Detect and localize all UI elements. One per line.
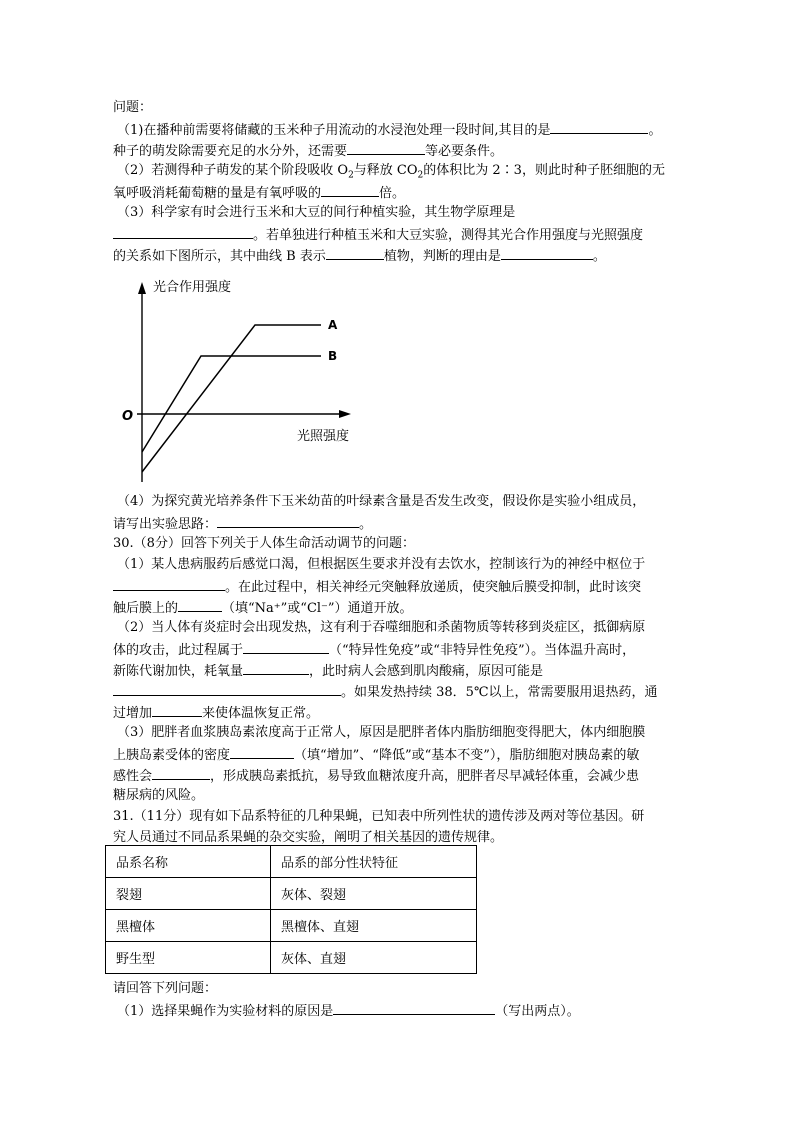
answer-blank[interactable] bbox=[113, 225, 253, 239]
light-photosynthesis-graph bbox=[115, 270, 375, 490]
answer-blank[interactable] bbox=[326, 246, 384, 260]
q30-p2-line3: 新陈代谢加快，耗氧量 ，此时病人会感到肌肉酸痛，原因可能是 bbox=[113, 661, 543, 680]
q30-p1-line3: 触后膜上的 （填“Na⁺”或“Cl⁻”）通道开放。 bbox=[113, 598, 413, 617]
table-cell: 灰体、直翅 bbox=[271, 942, 477, 974]
table-header-cell: 品系名称 bbox=[106, 846, 271, 878]
answer-blank[interactable] bbox=[333, 1001, 495, 1015]
table-cell: 黑檀体 bbox=[106, 910, 271, 942]
q30-p2-line5: 过增加 来使体温恢复正常。 bbox=[113, 703, 319, 722]
origin-label: O bbox=[122, 409, 134, 424]
q4-line2: 请写出实验思路： 。 bbox=[113, 514, 372, 533]
answer-blank[interactable] bbox=[178, 598, 222, 612]
table-header-row bbox=[106, 846, 477, 878]
q30-title: 30.（8分）回答下列关于人体生命活动调节的问题： bbox=[113, 536, 415, 551]
answer-blank[interactable] bbox=[321, 183, 379, 197]
q30-p1-line2: 。在此过程中，相关神经元突触释放递质，使突触后膜受抑制，此时该突 bbox=[113, 577, 641, 596]
q30-p3-line1: （3）肥胖者血浆胰岛素浓度高于正常人，原因是肥胖者体内脂肪细胞变得肥大，体内细胞膜 bbox=[117, 725, 646, 740]
x-axis-label: 光照强度 bbox=[297, 429, 350, 444]
q3-line2: 。若单独进行种植玉米和大豆实验，测得其光合作用强度与光照强度 bbox=[113, 225, 643, 244]
q30-p1-line1: （1）某人患病服药后感觉口渴，但根据医生要求并没有去饮水，控制该行为的神经中枢位于 bbox=[117, 557, 646, 572]
table-cell: 野生型 bbox=[106, 942, 271, 974]
table-row bbox=[106, 910, 477, 942]
q30-p3-line4: 糖尿病的风险。 bbox=[113, 788, 205, 803]
q31-instruction: 请回答下列问题： bbox=[113, 981, 218, 996]
answer-blank[interactable] bbox=[550, 120, 648, 134]
q30-p3-line2: 上胰岛素受体的密度 （填“增加”、“降低”或“基本不变”），脂肪细胞对胰岛素的敏 bbox=[113, 745, 639, 764]
q30-p2-line1: （2）当人体有炎症时会出现发热，这有利于吞噬细胞和杀菌物质等转移到炎症区，抵御病原 bbox=[117, 620, 646, 635]
fruitfly-strain-table bbox=[105, 845, 477, 974]
q1-line1: （1)在播种前需要将储藏的玉米种子用流动的水浸泡处理一段时间,其目的是 。 bbox=[117, 120, 662, 139]
curve-a-label: A bbox=[328, 318, 338, 332]
q31-line2: 究人员通过不同品系果蝇的杂交实验，阐明了相关基因的遗传规律。 bbox=[113, 830, 504, 845]
section-heading: 问题： bbox=[113, 100, 153, 115]
answer-blank[interactable] bbox=[347, 141, 425, 155]
table-cell: 灰体、裂翅 bbox=[271, 878, 477, 910]
x-axis-arrow bbox=[339, 410, 351, 418]
q31-line1: 31.（11分）现有如下品系特征的几种果蝇，已知表中所列性状的遗传涉及两对等位基因。研 bbox=[113, 809, 645, 824]
answer-blank[interactable] bbox=[501, 246, 593, 260]
answer-blank[interactable] bbox=[243, 661, 309, 675]
table-header-cell: 品系的部分性状特征 bbox=[271, 846, 477, 878]
table-cell: 黑檀体、直翅 bbox=[271, 910, 477, 942]
q30-p2-line4: 。如果发热持续 38．5℃以上，常需要服用退热药，通 bbox=[113, 682, 658, 701]
curve-a bbox=[142, 325, 321, 472]
q1-line2: 种子的萌发除需要充足的水分外，还需要 等必要条件。 bbox=[113, 141, 503, 160]
answer-blank[interactable] bbox=[113, 577, 225, 591]
table-cell: 裂翅 bbox=[106, 878, 271, 910]
q30-p3-line3: 感性会 ，形成胰岛素抵抗，易导致血糖浓度升高，肥胖者尽早减轻体重，会减少患 bbox=[113, 766, 639, 785]
q3-line1: （3）科学家有时会进行玉米和大豆的间行种植实验，其生物学原理是 bbox=[117, 205, 516, 220]
q31-p1: （1）选择果蝇作为实验材料的原因是 （写出两点）。 bbox=[117, 1001, 580, 1020]
table-row bbox=[106, 878, 477, 910]
answer-blank[interactable] bbox=[217, 514, 359, 528]
q2-line2: 氧呼吸消耗葡萄糖的量是有氧呼吸的 倍。 bbox=[113, 183, 405, 202]
answer-blank[interactable] bbox=[152, 703, 202, 717]
curve-b-label: B bbox=[328, 349, 338, 363]
y-axis-arrow bbox=[138, 282, 146, 294]
answer-blank[interactable] bbox=[243, 640, 329, 654]
answer-blank[interactable] bbox=[113, 682, 341, 696]
table-row bbox=[106, 942, 477, 974]
q4-line1: （4）为探究黄光培养条件下玉米幼苗的叶绿素含量是否发生改变，假设你是实验小组成员， bbox=[117, 494, 646, 509]
q3-line3: 的关系如下图所示，其中曲线 B 表示 植物，判断的理由是 。 bbox=[113, 246, 606, 265]
q2-line1: （2）若测得种子萌发的某个阶段吸收 $O_2$与释放 $CO_2$的体积比为 2∶3，则此时种子胚细胞的无 bbox=[117, 163, 665, 181]
q30-p2-line2: 体的攻击，此过程属于 （“特异性免疫”或“非特异性免疫”）。当体温升高时， bbox=[113, 640, 635, 659]
y-axis-label: 光合作用强度 bbox=[153, 280, 232, 295]
answer-blank[interactable] bbox=[230, 745, 294, 759]
answer-blank[interactable] bbox=[152, 766, 210, 780]
